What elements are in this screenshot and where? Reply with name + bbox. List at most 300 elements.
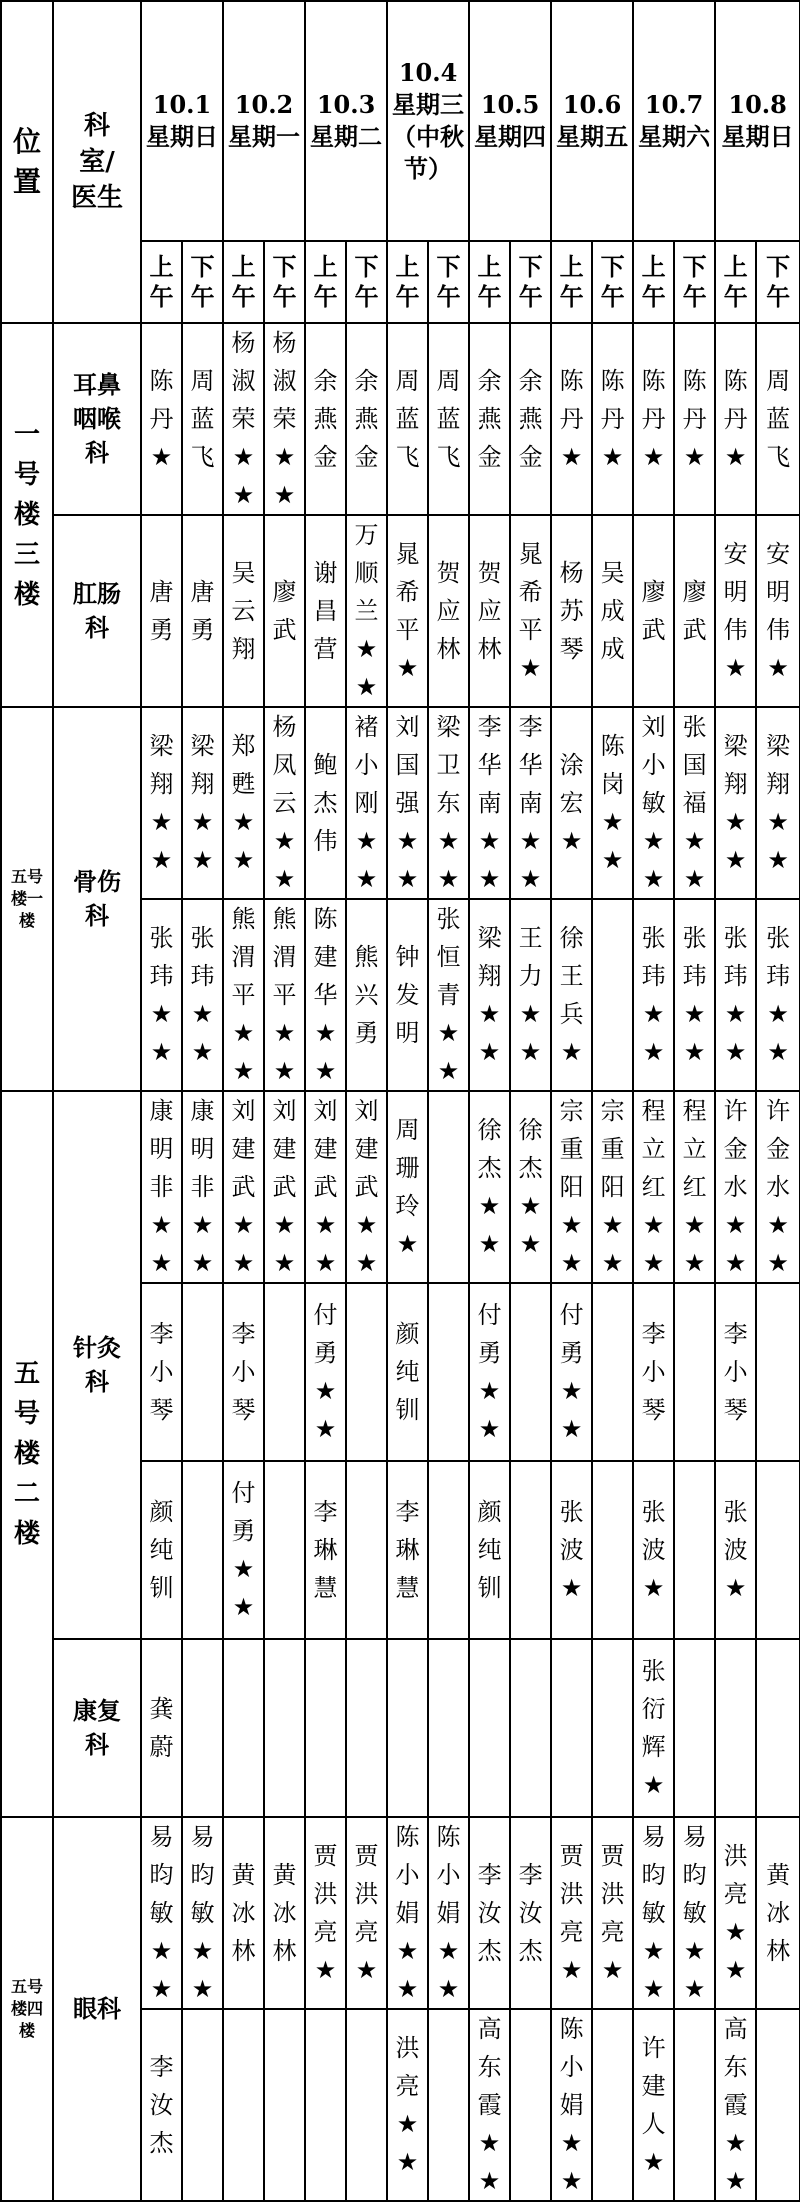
doctor-cell <box>715 707 756 899</box>
doctor-name: 张波 <box>641 1498 666 1564</box>
doctor-name: 许金水 <box>723 1097 748 1201</box>
doctor-cell <box>182 1091 223 1283</box>
doctor-cell <box>592 899 633 1091</box>
doctor-cell <box>674 323 715 515</box>
doctor-cell <box>387 1283 428 1461</box>
star-rating: ★★ <box>642 1000 665 1066</box>
pm-label: 下午 <box>600 252 625 311</box>
doctor-cell <box>182 899 223 1091</box>
doctor-cell <box>756 899 800 1091</box>
doctor-name: 周蓝飞 <box>190 367 215 471</box>
star-rating: ★★ <box>478 1192 501 1258</box>
star-rating: ★★ <box>683 827 706 893</box>
doctor-name: 杨苏琴 <box>559 559 584 663</box>
doctor-name: 郑甦 <box>231 732 256 798</box>
doctor-name: 程立红 <box>641 1097 666 1201</box>
doctor-name: 易昀敏 <box>149 1823 174 1927</box>
doctor-cell <box>756 1091 800 1283</box>
doctor-cell <box>387 899 428 1091</box>
doctor-name: 余燕金 <box>354 367 379 471</box>
star-rating: ★★ <box>601 1211 624 1277</box>
doctor-cell <box>141 323 182 515</box>
star-rating: ★ <box>767 654 789 682</box>
location-cell <box>1 323 53 707</box>
doctor-cell <box>223 707 264 899</box>
schedule-row <box>1 323 800 515</box>
star-rating: ★★ <box>232 1019 255 1085</box>
pm-header <box>428 241 469 323</box>
star-rating: ★★ <box>314 1211 337 1277</box>
star-rating: ★★ <box>355 1211 378 1277</box>
doctor-cell <box>182 707 223 899</box>
doctor-name: 黄冰林 <box>231 1861 256 1965</box>
doctor-cell <box>592 2009 633 2201</box>
location-cell <box>1 1817 53 2201</box>
doctor-cell <box>223 1283 264 1461</box>
doctor-cell <box>264 1091 305 1283</box>
doctor-cell <box>469 515 510 707</box>
doctor-name: 陈小娟 <box>395 1823 420 1927</box>
schedule-row <box>1 1091 800 1283</box>
star-rating: ★ <box>560 443 583 471</box>
doctor-cell <box>592 1461 633 1639</box>
doctor-name: 万顺兰 <box>354 521 379 625</box>
doctor-cell <box>182 323 223 515</box>
doctor-cell <box>715 1091 756 1283</box>
doctor-cell <box>182 2009 223 2201</box>
star-rating: ★★ <box>767 808 789 874</box>
star-rating: ★★ <box>724 1211 747 1277</box>
doctor-cell <box>469 1283 510 1461</box>
doctor-cell <box>428 515 469 707</box>
doctor-cell <box>223 1817 264 2009</box>
doctor-cell <box>715 899 756 1091</box>
pm-header <box>264 241 305 323</box>
star-rating: ★★ <box>232 808 255 874</box>
doctor-cell <box>551 1283 592 1461</box>
doctor-cell <box>141 1091 182 1283</box>
header-row-dates <box>1 1 800 241</box>
doctor-name: 张玮 <box>190 924 215 990</box>
pm-label: 下午 <box>518 252 543 311</box>
doctor-cell <box>592 1817 633 2009</box>
am-header <box>633 241 674 323</box>
schedule-row <box>1 707 800 899</box>
pm-header <box>592 241 633 323</box>
doctor-name: 熊渭平 <box>272 905 297 1009</box>
doctor-cell <box>305 1461 346 1639</box>
am-label: 上午 <box>477 252 502 311</box>
doctor-name: 周蓝飞 <box>395 367 420 471</box>
doctor-name: 周珊玲 <box>395 1116 420 1220</box>
doctor-cell <box>428 1817 469 2009</box>
doctor-name: 杨凤云 <box>272 713 297 817</box>
doctor-cell <box>305 1283 346 1461</box>
doctor-cell <box>715 1283 756 1461</box>
doctor-cell <box>633 1091 674 1283</box>
date-header <box>633 1 715 241</box>
doctor-cell <box>387 1817 428 2009</box>
doctor-name: 贾洪亮 <box>354 1842 379 1946</box>
doctor-name: 康明非 <box>149 1097 174 1201</box>
am-label: 上午 <box>559 252 584 311</box>
doctor-name: 涂宏 <box>559 751 584 817</box>
star-rating: ★ <box>724 443 747 471</box>
doctor-name: 周蓝飞 <box>766 367 791 471</box>
doctor-name: 刘建武 <box>272 1097 297 1201</box>
doctor-name: 李小琴 <box>723 1320 748 1424</box>
doctor-cell <box>551 2009 592 2201</box>
doctor-cell <box>387 323 428 515</box>
star-rating: ★★ <box>478 827 501 893</box>
schedule-row <box>1 1817 800 2009</box>
doctor-cell <box>469 323 510 515</box>
pm-label: 下午 <box>682 252 707 311</box>
star-rating: ★★ <box>150 1211 173 1277</box>
doctor-cell <box>182 1461 223 1639</box>
doctor-cell <box>141 707 182 899</box>
department-cell <box>53 707 141 1091</box>
doctor-cell <box>182 1639 223 1817</box>
doctor-cell <box>715 515 756 707</box>
doctor-name: 吴成成 <box>600 559 625 663</box>
doctor-name: 贾洪亮 <box>559 1842 584 1946</box>
star-rating: ★★ <box>273 443 296 509</box>
doctor-cell <box>592 1283 633 1461</box>
doctor-cell <box>305 323 346 515</box>
doctor-cell <box>674 1817 715 2009</box>
pm-label: 下午 <box>354 252 379 311</box>
doctor-name: 易昀敏 <box>190 1823 215 1927</box>
doctor-cell <box>264 1461 305 1639</box>
pm-header <box>182 241 223 323</box>
doctor-cell <box>428 2009 469 2201</box>
date-header <box>141 1 223 241</box>
star-rating: ★★ <box>642 1211 665 1277</box>
star-rating: ★ <box>519 654 542 682</box>
location-header-label: 位置 <box>12 125 41 198</box>
doctor-name: 杨淑荣 <box>231 329 256 433</box>
department-label: 眼科 <box>72 1994 121 2023</box>
doctor-name: 周蓝飞 <box>436 367 461 471</box>
doctor-name: 张波 <box>723 1498 748 1564</box>
star-rating: ★★ <box>273 1211 296 1277</box>
doctor-name: 李琳慧 <box>395 1498 420 1602</box>
doctor-cell <box>551 323 592 515</box>
star-rating: ★ <box>724 654 747 682</box>
doctor-name: 谢昌营 <box>313 559 338 663</box>
star-rating: ★★ <box>560 2129 583 2195</box>
date-header <box>469 1 551 241</box>
star-rating: ★★ <box>560 1211 583 1277</box>
doctor-cell <box>387 1639 428 1817</box>
doctor-name: 廖武 <box>682 578 707 644</box>
doctor-cell <box>633 1283 674 1461</box>
department-label: 骨伤科 <box>72 867 121 930</box>
doctor-cell <box>428 323 469 515</box>
doctor-name: 张波 <box>559 1498 584 1564</box>
doctor-name: 李小琴 <box>149 1320 174 1424</box>
pm-header <box>510 241 551 323</box>
doctor-name: 付勇 <box>559 1301 584 1367</box>
doctor-cell <box>428 1639 469 1817</box>
star-rating: ★★ <box>683 1211 706 1277</box>
doctor-cell <box>264 707 305 899</box>
doctor-cell <box>264 1817 305 2009</box>
doctor-cell <box>469 1817 510 2009</box>
doctor-name: 安明伟 <box>723 540 748 644</box>
star-rating: ★ <box>396 1230 419 1258</box>
pm-label: 下午 <box>436 252 461 311</box>
department-cell <box>53 323 141 515</box>
location-cell <box>1 707 53 1091</box>
star-rating: ★★ <box>724 1918 747 1984</box>
doctor-cell <box>469 1091 510 1283</box>
doctor-cell <box>510 1461 551 1639</box>
star-rating: ★★ <box>232 1211 255 1277</box>
doctor-cell <box>510 1091 551 1283</box>
doctor-name: 吴云翔 <box>231 559 256 663</box>
doctor-name: 刘建武 <box>231 1097 256 1201</box>
doctor-cell <box>305 1639 346 1817</box>
pm-header <box>756 241 800 323</box>
star-rating: ★★ <box>642 1937 665 2003</box>
am-label: 上午 <box>723 252 748 311</box>
pm-header <box>674 241 715 323</box>
doctor-cell <box>592 323 633 515</box>
doctor-cell <box>387 1461 428 1639</box>
doctor-name: 贾洪亮 <box>313 1842 338 1946</box>
star-rating: ★★ <box>478 1000 501 1066</box>
doctor-cell <box>510 707 551 899</box>
star-rating: ★★ <box>437 1019 460 1085</box>
doctor-cell <box>428 1091 469 1283</box>
doctor-cell <box>715 1461 756 1639</box>
doctor-cell <box>305 2009 346 2201</box>
doctor-cell <box>346 899 387 1091</box>
doctor-cell <box>428 707 469 899</box>
doctor-cell <box>346 1461 387 1639</box>
doctor-cell <box>756 1817 800 2009</box>
doctor-cell <box>305 707 346 899</box>
date-label: 10.7星期六 <box>638 90 711 151</box>
department-cell <box>53 1091 141 1639</box>
doctor-cell <box>510 1817 551 2009</box>
date-label: 10.5星期四 <box>474 90 547 151</box>
doctor-name: 梁卫东 <box>436 713 461 817</box>
doctor-name: 高东霞 <box>477 2015 502 2119</box>
doctor-cell <box>346 2009 387 2201</box>
doctor-cell <box>346 707 387 899</box>
doctor-name: 晁希平 <box>518 540 543 644</box>
doctor-cell <box>387 1091 428 1283</box>
doctor-cell <box>510 899 551 1091</box>
doctor-name: 李小琴 <box>641 1320 666 1424</box>
doctor-cell <box>674 899 715 1091</box>
location-header <box>1 1 53 323</box>
doctor-cell <box>510 515 551 707</box>
date-label: 10.2星期一 <box>228 90 301 151</box>
star-rating: ★★ <box>273 1019 296 1085</box>
doctor-cell <box>223 515 264 707</box>
date-header <box>715 1 800 241</box>
doctor-name: 刘小敏 <box>641 713 666 817</box>
doctor-name: 褚小刚 <box>354 713 379 817</box>
doctor-cell <box>756 323 800 515</box>
star-rating: ★★ <box>478 2129 501 2195</box>
doctor-name: 钟发明 <box>395 943 420 1047</box>
doctor-cell <box>756 2009 800 2201</box>
location-label: 五号楼二楼 <box>13 1359 40 1549</box>
doctor-cell <box>305 899 346 1091</box>
doctor-cell <box>264 899 305 1091</box>
doctor-cell <box>592 707 633 899</box>
pm-header <box>346 241 387 323</box>
doctor-name: 付勇 <box>313 1301 338 1367</box>
doctor-name: 陈建华 <box>313 905 338 1009</box>
doctor-cell <box>674 1091 715 1283</box>
star-rating: ★★ <box>273 827 296 893</box>
doctor-name: 贾洪亮 <box>600 1842 625 1946</box>
department-cell <box>53 1639 141 1817</box>
am-label: 上午 <box>395 252 420 311</box>
star-rating: ★★ <box>437 827 460 893</box>
star-rating: ★★ <box>724 2129 747 2195</box>
doctor-name: 许金水 <box>766 1097 791 1201</box>
doctor-cell <box>715 1639 756 1817</box>
doctor-name: 杨淑荣 <box>272 329 297 433</box>
doctor-cell <box>633 515 674 707</box>
department-label: 针灸科 <box>72 1333 121 1396</box>
doctor-name: 熊渭平 <box>231 905 256 1009</box>
doctor-name: 张衍辉 <box>641 1657 666 1761</box>
doctor-cell <box>346 515 387 707</box>
doctor-cell <box>141 1639 182 1817</box>
doctor-cell <box>756 1639 800 1817</box>
doctor-cell <box>715 1817 756 2009</box>
doctor-cell <box>592 1639 633 1817</box>
star-rating: ★★ <box>314 1377 337 1443</box>
am-header <box>305 241 346 323</box>
doctor-name: 陈丹 <box>559 367 584 433</box>
star-rating: ★ <box>642 2148 665 2176</box>
star-rating: ★★ <box>396 1937 419 2003</box>
doctor-name: 李汝杰 <box>518 1861 543 1965</box>
star-rating: ★★ <box>601 808 624 874</box>
doctor-name: 颜纯钏 <box>477 1498 502 1602</box>
doctor-name: 张玮 <box>723 924 748 990</box>
star-rating: ★ <box>642 1771 665 1799</box>
doctor-cell <box>551 1091 592 1283</box>
star-rating: ★ <box>601 443 624 471</box>
doctor-cell <box>141 899 182 1091</box>
doctor-name: 程立红 <box>682 1097 707 1201</box>
doctor-name: 廖武 <box>641 578 666 644</box>
date-header <box>387 1 469 241</box>
doctor-cell <box>633 1639 674 1817</box>
doctor-name: 宗重阳 <box>600 1097 625 1201</box>
doctor-cell <box>551 707 592 899</box>
doctor-cell <box>633 2009 674 2201</box>
doctor-name: 颜纯钏 <box>149 1498 174 1602</box>
star-rating: ★★ <box>560 1377 583 1443</box>
doctor-name: 余燕金 <box>477 367 502 471</box>
doctor-cell <box>346 1283 387 1461</box>
doctor-cell <box>387 707 428 899</box>
doctor-cell <box>551 1639 592 1817</box>
doctor-name: 高东霞 <box>723 2015 748 2119</box>
doctor-name: 李华南 <box>518 713 543 817</box>
schedule-row <box>1 515 800 707</box>
am-header <box>223 241 264 323</box>
doctor-cell <box>674 1461 715 1639</box>
doctor-cell <box>469 899 510 1091</box>
star-rating: ★★ <box>724 1000 747 1066</box>
am-header <box>387 241 428 323</box>
doctor-name: 熊兴勇 <box>354 943 379 1047</box>
doctor-name: 李汝杰 <box>149 2053 174 2157</box>
doctor-cell <box>633 707 674 899</box>
doctor-name: 陈丹 <box>149 367 174 433</box>
am-label: 上午 <box>231 252 256 311</box>
doctor-cell <box>428 1283 469 1461</box>
doctor-cell <box>346 1639 387 1817</box>
doctor-name: 徐杰 <box>518 1116 543 1182</box>
star-rating: ★ <box>560 1574 583 1602</box>
am-header <box>715 241 756 323</box>
date-label: 10.6星期五 <box>556 90 629 151</box>
doctor-cell <box>182 1817 223 2009</box>
doctor-name: 陈丹 <box>682 367 707 433</box>
location-label: 五号楼四楼 <box>10 1977 43 2040</box>
date-label: 10.3星期二 <box>310 90 383 151</box>
doctor-name: 张玮 <box>766 924 791 990</box>
doctor-cell <box>223 1091 264 1283</box>
am-label: 上午 <box>641 252 666 311</box>
doctor-cell <box>715 2009 756 2201</box>
doctor-cell <box>428 1461 469 1639</box>
doctor-cell <box>551 515 592 707</box>
doctor-name: 颜纯钏 <box>395 1320 420 1424</box>
star-rating: ★★ <box>191 1000 214 1066</box>
star-rating: ★★ <box>191 808 214 874</box>
doctor-name: 陈丹 <box>723 367 748 433</box>
star-rating: ★ <box>560 1038 583 1066</box>
doctor-cell <box>346 323 387 515</box>
doctor-cell <box>305 515 346 707</box>
star-rating: ★★ <box>767 1211 789 1277</box>
doctor-name: 李琳慧 <box>313 1498 338 1602</box>
star-rating: ★★ <box>683 1937 706 2003</box>
dept-header-label: 科室/医生 <box>70 111 123 213</box>
am-header <box>141 241 182 323</box>
location-cell <box>1 1091 53 1817</box>
star-rating: ★★ <box>683 1000 706 1066</box>
doctor-cell <box>223 323 264 515</box>
doctor-cell <box>141 2009 182 2201</box>
star-rating: ★★ <box>767 1000 789 1066</box>
pm-label: 下午 <box>190 252 215 311</box>
doctor-cell <box>756 1461 800 1639</box>
doctor-name: 陈丹 <box>600 367 625 433</box>
doctor-name: 廖武 <box>272 578 297 644</box>
doctor-cell <box>264 2009 305 2201</box>
doctor-cell <box>633 1817 674 2009</box>
doctor-cell <box>141 1817 182 2009</box>
doctor-name: 张恒青 <box>436 905 461 1009</box>
doctor-name: 洪亮 <box>395 2034 420 2100</box>
doctor-cell <box>141 515 182 707</box>
